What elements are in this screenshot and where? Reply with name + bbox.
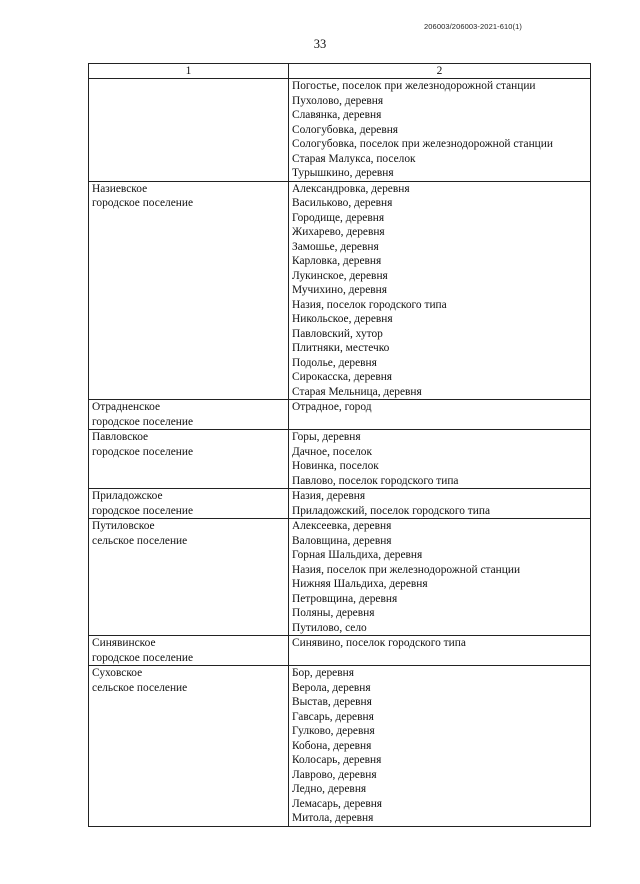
settlement-line: Приладожский, поселок городского типа: [292, 504, 490, 517]
settlement-line: Сологубовка, деревня: [292, 123, 399, 136]
municipality-name-line: Павловское: [92, 431, 149, 443]
municipality-name-line: городское поселение: [92, 504, 194, 517]
settlement-line: Гавсарь, деревня: [292, 710, 374, 723]
municipality-name-line: городское поселение: [92, 651, 194, 664]
settlement-line: Назия, поселок при железнодорожной станции: [292, 563, 521, 576]
municipality-cell: [89, 79, 289, 182]
column-header-2: 2: [289, 64, 591, 79]
settlement-line: Петровщина, деревня: [292, 592, 398, 605]
settlements-cell: [289, 636, 591, 666]
municipality-name-line: Приладожское: [92, 490, 163, 502]
municipality-name-line: Синявинское: [92, 637, 156, 649]
settlement-line: Новинка, поселок: [292, 460, 379, 472]
settlement-line: Городище, деревня: [292, 211, 385, 224]
column-header-1: 1: [89, 64, 289, 79]
settlement-line: Никольское, деревня: [292, 313, 393, 325]
settlement-line: Лаврово, деревня: [292, 768, 377, 781]
settlement-line: Гулково, деревня: [292, 725, 375, 737]
settlement-line: Карловка, деревня: [292, 255, 382, 267]
municipality-name-line: сельское поселение: [92, 681, 188, 694]
settlement-line: Выстав, деревня: [292, 696, 372, 708]
municipality-cell: [89, 666, 289, 827]
settlement-line: Колосарь, деревня: [292, 754, 382, 766]
municipality-cell: [89, 636, 289, 666]
table-row: [89, 666, 591, 827]
settlement-line: Замошье, деревня: [292, 240, 379, 253]
settlement-line: Сологубовка, поселок при железнодорожной станции: [292, 138, 553, 150]
municipality-name-line: городское поселение: [92, 415, 194, 428]
settlement-line: Сирокасска, деревня: [292, 371, 393, 383]
municipality-cell: [89, 400, 289, 430]
settlement-line: Бор, деревня: [292, 667, 354, 679]
settlement-line: Старая Мельница, деревня: [292, 385, 422, 398]
municipality-name-line: городское поселение: [92, 197, 194, 209]
municipality-name-line: сельское поселение: [92, 534, 188, 547]
municipality-name-line: Отрадненское: [92, 401, 161, 413]
settlement-line: Дачное, поселок: [292, 445, 373, 458]
municipality-cell: [89, 519, 289, 636]
municipality-cell: [89, 430, 289, 489]
settlement-line: Старая Малукса, поселок: [292, 152, 416, 165]
settlement-line: Пухолово, деревня: [292, 94, 384, 107]
settlement-line: Поляны, деревня: [292, 607, 375, 619]
settlement-line: Нижняя Шальдиха, деревня: [292, 578, 428, 590]
municipality-name-line: Назиевское: [92, 182, 148, 195]
table-header-row: [89, 64, 591, 79]
settlement-line: Павлово, поселок городского типа: [292, 474, 459, 487]
table-row: [89, 400, 591, 430]
settlement-line: Александровка, деревня: [292, 182, 410, 195]
municipality-name-line: Путиловское: [92, 520, 155, 532]
settlement-line: Лемасарь, деревня: [292, 797, 383, 810]
settlement-line: Горная Шальдиха, деревня: [292, 549, 423, 561]
municipality-name-line: Суховское: [92, 667, 143, 679]
settlement-line: Ледно, деревня: [292, 783, 367, 795]
settlement-line: Мучихино, деревня: [292, 284, 387, 296]
settlement-line: Горы, деревня: [292, 431, 361, 443]
settlement-line: Павловский, хутор: [292, 327, 383, 340]
table-row: [89, 430, 591, 489]
table-row: [89, 79, 591, 182]
municipality-cell: [89, 489, 289, 519]
settlement-line: Жихарево, деревня: [292, 226, 385, 238]
table-body: [89, 79, 591, 827]
settlement-line: Отрадное, город: [292, 401, 372, 413]
table-row: [89, 636, 591, 666]
page-number: 33: [313, 37, 327, 51]
settlement-line: Назия, поселок городского типа: [292, 298, 447, 311]
settlement-line: Лукинское, деревня: [292, 269, 388, 282]
settlements-cell: [289, 489, 591, 519]
settlement-line: Васильково, деревня: [292, 197, 393, 209]
settlement-line: Назия, деревня: [292, 490, 366, 502]
settlements-cell: [289, 430, 591, 489]
table-row: [89, 519, 591, 636]
settlements-table: [88, 63, 591, 827]
settlements-cell: [289, 181, 591, 400]
table-row: [89, 489, 591, 519]
settlement-line: Алексеевка, деревня: [292, 520, 392, 532]
settlements-cell: [289, 400, 591, 430]
settlement-line: Славянка, деревня: [292, 109, 382, 121]
settlement-line: Митола, деревня: [292, 812, 374, 824]
settlement-line: Плитняки, местечко: [292, 342, 390, 354]
municipality-name-line: городское поселение: [92, 445, 194, 458]
settlement-line: Путилово, село: [292, 621, 367, 634]
settlements-cell: [289, 79, 591, 182]
settlement-line: Погостье, поселок при железнодорожной станции: [292, 80, 536, 92]
settlement-line: Синявино, поселок городского типа: [292, 637, 466, 649]
settlements-cell: [289, 666, 591, 827]
document-id: 206003/206003-2021-610(1): [424, 22, 522, 31]
table-row: [89, 181, 591, 400]
settlement-line: Верола, деревня: [292, 681, 371, 694]
settlements-cell: [289, 519, 591, 636]
settlement-line: Подолье, деревня: [292, 356, 377, 369]
settlement-line: Валовщина, деревня: [292, 534, 392, 547]
settlement-line: Кобона, деревня: [292, 739, 372, 752]
municipality-cell: [89, 181, 289, 400]
settlement-line: Турышкино, деревня: [292, 167, 394, 179]
